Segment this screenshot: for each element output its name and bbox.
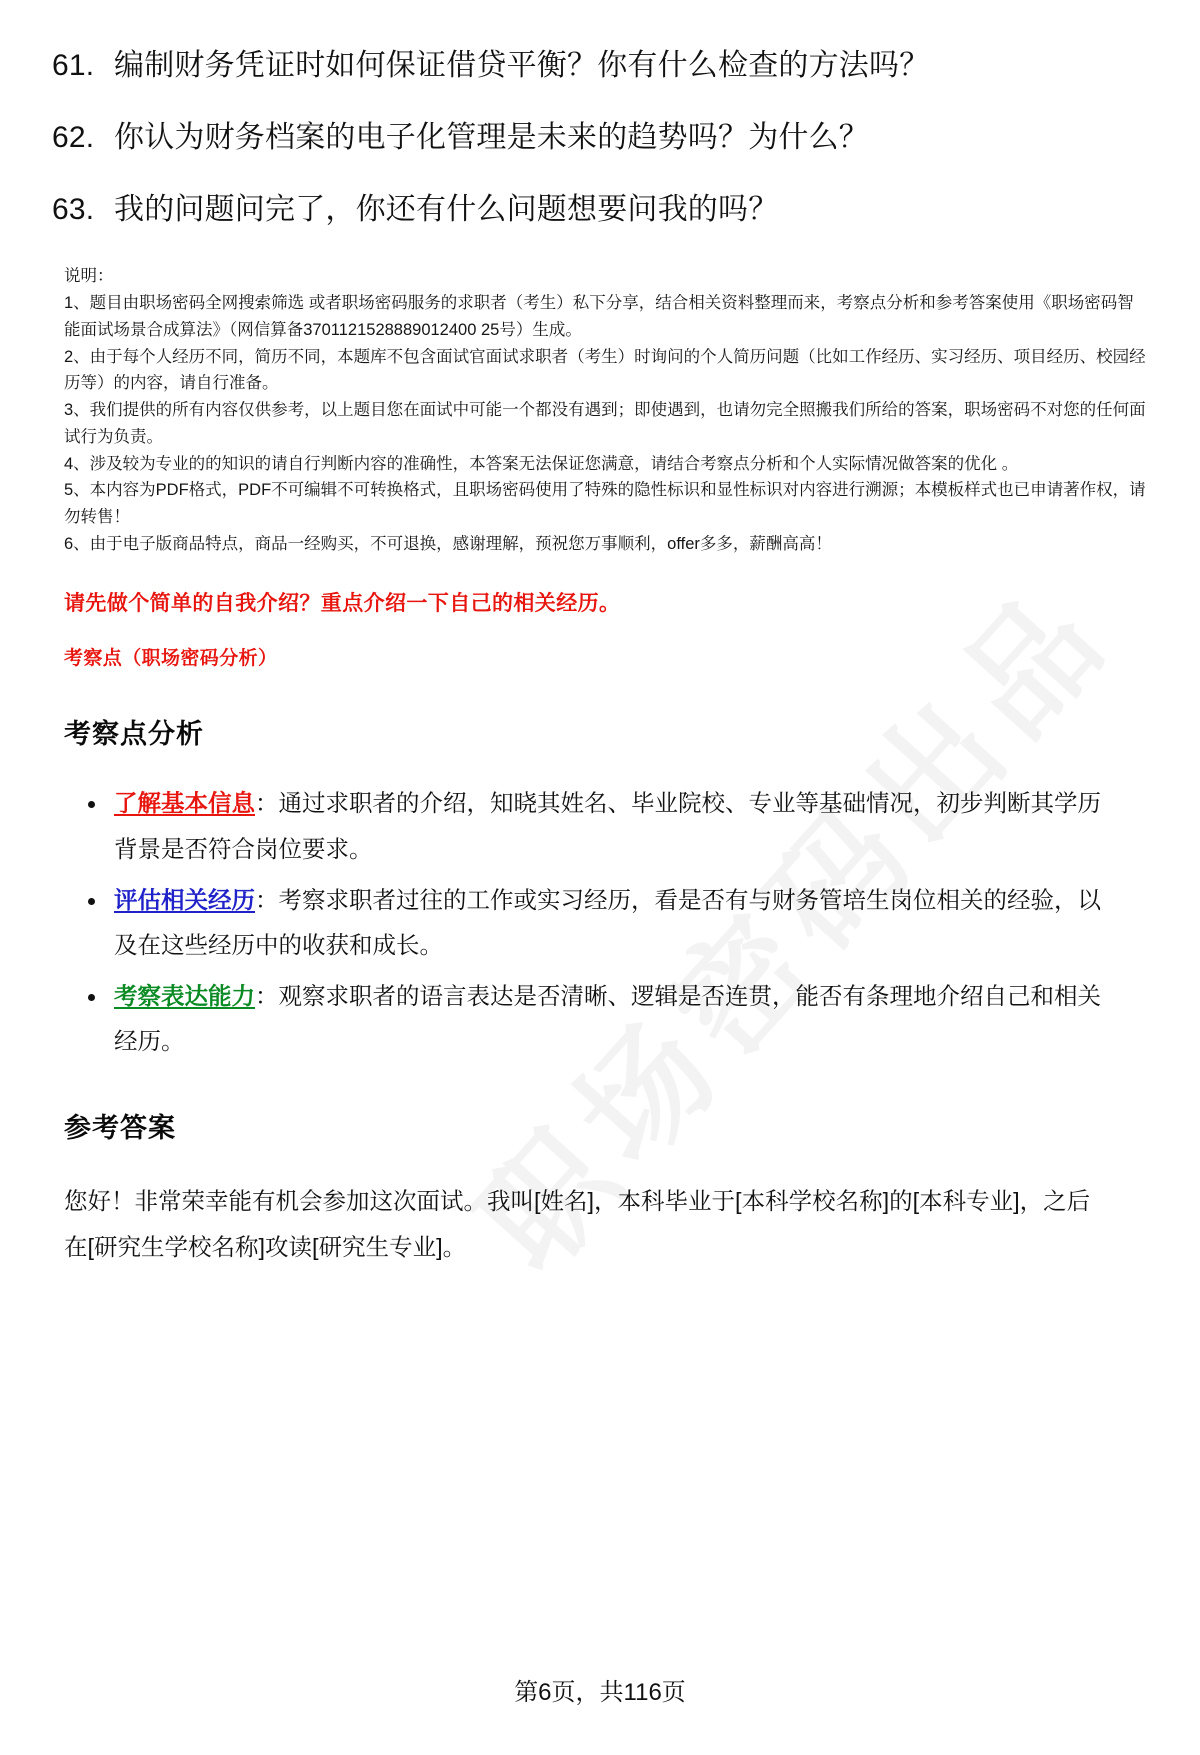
analysis-separator: ： [255,982,279,1009]
question-item [52,190,1148,230]
list-item [114,974,1138,1064]
analysis-keyword: 了解基本信息 [114,790,255,817]
answer-heading: 参考答案 [64,1113,176,1144]
analysis-keyword: 评估相关经历 [114,886,255,913]
question-number: 62. [52,121,95,155]
question-text: 你认为财务档案的电子化管理是未来的趋势吗？为什么？ [114,121,869,155]
analysis-keyword: 考察表达能力 [114,982,255,1009]
disclaimer-item: 6、由于电子版商品特点，商品一经购买，不可退换，感谢理解，预祝您万事顺利，offer多多，薪酬高高！ [64,534,832,553]
analysis-heading: 考察点分析 [64,719,204,750]
question-list [52,0,1148,231]
question-number: 61. [52,49,95,82]
main-question-heading: 请先做个简单的自我介绍？重点介绍一下自己的相关经历。 [64,592,621,616]
question-item [52,118,1148,158]
analysis-text: 考察求职者过往的工作或实习经历，看是否有与财务管培生岗位相关的经验，以及在这些经历中的收获和成长。 [114,886,1101,958]
disclaimer-item: 4、涉及较为专业的的知识的请自行判断内容的准确性，本答案无法保证您满意，请结合考察点分析和个人实际情况做答案的优化 。 [64,454,1019,473]
analysis-separator: ： [255,790,279,817]
list-item [114,781,1138,871]
list-item [114,878,1138,968]
question-number: 63. [52,193,95,227]
analysis-text: 观察求职者的语言表达是否清晰、逻辑是否连贯，能否有条理地介绍自己和相关经历。 [114,982,1101,1055]
disclaimer-item: 5、本内容为PDF格式，PDF不可编辑不可转换格式，且职场密码使用了特殊的隐性标识和显性标识对内容进行溯源；本模板样式也已申请著作权，请勿转售！ [64,481,1146,527]
disclaimer-note [52,263,1148,558]
disclaimer-item: 2、由于每个人经历不同，简历不同，本题库不包含面试官面试求职者（考生）时询问的个人简历问题（比如工作经历、实习经历、项目经历、校园经历等）的内容，请自行准备。 [64,347,1146,393]
page-footer: 第6页，共116页 [514,1679,686,1706]
question-item [52,46,1148,86]
disclaimer-item: 3、我们提供的所有内容仅供参考，以上题目您在面试中可能一个都没有遇到；即使遇到，也请勿完全照搬我们所给的答案，职场密码不对您的任何面试行为负责。 [64,401,1146,446]
disclaimer-title: 说明： [64,266,114,285]
analysis-separator: ： [255,886,279,913]
question-text: 编制财务凭证时如何保证借贷平衡？你有什么检查的方法吗？ [114,49,930,82]
answer-body: 您好！非常荣幸能有机会参加这次面试。我叫[姓名]，本科毕业于[本科学校名称]的[本科专业]，之后在[研究生学校名称]攻读[研究生专业]。 [64,1188,1091,1260]
question-text: 我的问题问完了，你还有什么问题想要问我的吗？ [114,193,779,227]
disclaimer-item: 1、题目由职场密码全网搜索筛选 或者职场密码服务的求职者（考生）私下分享，结合相关资料整理而来，考察点分析和参考答案使用《职场密码智能面试场景合成算法》（网信算备3701121528889012400 25号）生成。 [64,294,1134,339]
inspection-point-label: 考察点（职场密码分析） [64,648,278,670]
analysis-text: 通过求职者的介绍，知晓其姓名、毕业院校、专业等基础情况，初步判断其学历背景是否符合岗位要求。 [114,790,1101,862]
analysis-list [52,781,1148,1064]
